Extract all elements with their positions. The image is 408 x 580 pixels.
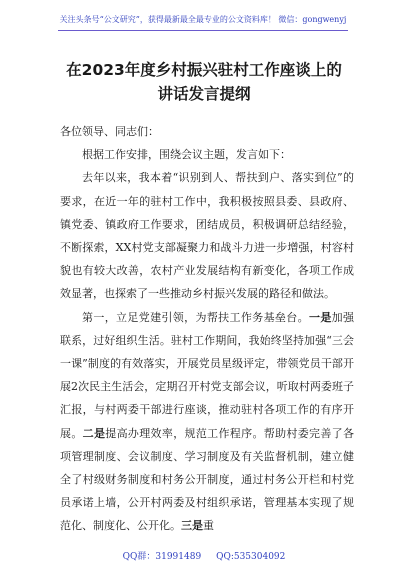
- footer-qq: QQ:535304092: [216, 552, 286, 562]
- point-3-label: 三是: [181, 519, 203, 533]
- header-banner: 关注头条号“公文研究”，获得最新最全最专业的公文资料库！ 微信：gongwenyj: [58, 10, 348, 31]
- title-line-2: 讲话发言提纲: [157, 85, 251, 103]
- paragraph-2: [60, 306, 354, 538]
- document-body: [60, 120, 354, 538]
- point-1-text: 加强联系，过好组织生活。驻村工作期间，我始终坚持加强“三会一课”制度的有效落实，开展党员星级评定，带领党员干部开展2次民主生活会，定期召开村党支部会议，听取村两委班子汇报，与村两委干部进行座谈，推动驻村各项工作的有序开展。: [60, 310, 355, 440]
- point-2-label: 二是: [82, 426, 106, 440]
- section-heading: 第一，立足党建引领，为帮扶工作务基垒台。: [82, 310, 309, 324]
- point-1-label: 一是: [308, 310, 332, 324]
- salutation: 各位领导、同志们：: [60, 125, 159, 138]
- title-line-1: 在2023年度乡村振兴驻村工作座谈上的: [66, 61, 342, 79]
- point-2-text: 提高办理效率，规范工作程序。帮助村委完善了各项管理制度、会议制度、学习制度及有关监督机制，建立健全了村级财务制度和村务公开制度，通过村务公开栏和村党员承诺上墙，公开村两委及村组织承诺，管理基本实现了规范化、制度化、公开化。: [60, 426, 354, 533]
- point-3-text: 重: [203, 519, 214, 533]
- footer-qq-group: QQ群：31991489: [122, 552, 202, 562]
- footer: [0, 549, 408, 562]
- intro-paragraph: 根据工作安排，围绕会议主题，发言如下：: [82, 148, 291, 162]
- paragraph-1: 去年以来，我本着“识别到人、帮扶到户、落实到位”的要求，在近一年的驻村工作中，我积极按照县委、县政府、镇党委、镇政府工作要求，团结成员，积极调研总结经验，不断探索，XX村党支部凝聚力和战斗力进一步增强，村容村貌也有较大改善，农村产业发展结构有新变化，各项工作成效显著，也探索了一些推动乡村振兴发展的路径和做法。: [60, 171, 354, 301]
- document-title: [40, 58, 368, 106]
